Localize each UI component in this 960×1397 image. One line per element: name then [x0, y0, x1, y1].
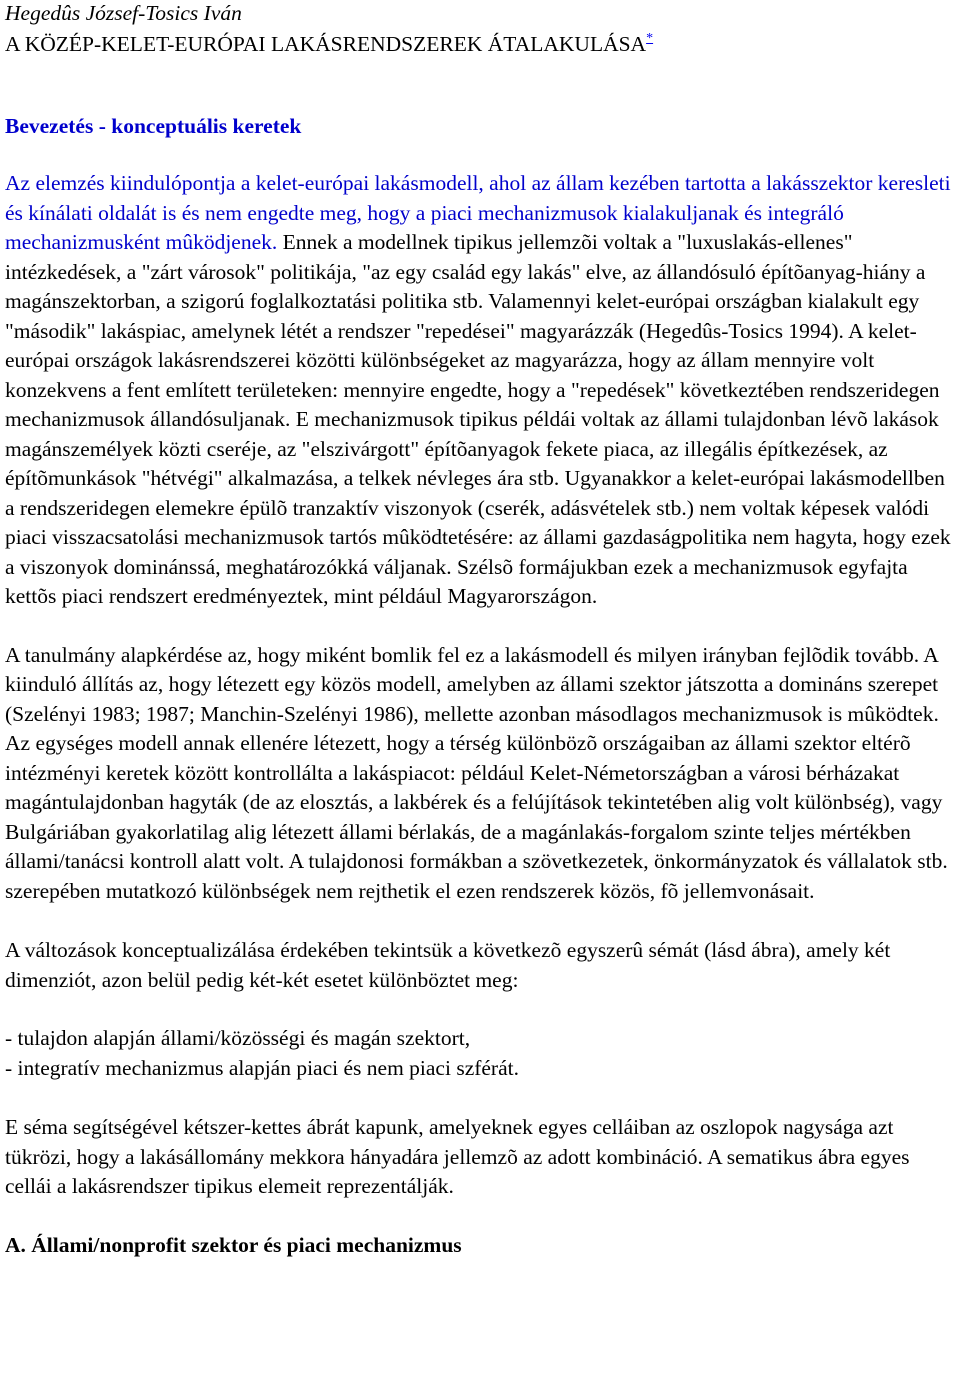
- dimension-list: [5, 1024, 957, 1083]
- author-line: Hegedûs József-Tosics Iván: [5, 1, 242, 25]
- list-item: - integratív mechanizmus alapján piaci és nem piaci szférát.: [5, 1055, 519, 1080]
- list-item: - tulajdon alapján állami/közösségi és magán szektort,: [5, 1026, 471, 1050]
- paragraph-conceptualization: A változások konceptualizálása érdekében tekintsük a következõ egyszerû sémát (lásd ábra), amely két dimenziót, azon belül pedig két-két esetet különböztet meg:: [5, 938, 891, 992]
- section-heading: Bevezetés - konceptuális keretek: [5, 114, 302, 138]
- paragraph-intro-rest: Ennek a modellnek tipikus jellemzõi voltak a "luxuslakás-ellenes" intézkedések, a "zárt városok" politikája, "az egy család egy lakás" elve, az állandósuló építõanyag-hiány a magánszektorban, a szigorú foglalkoztatási politika stb. Valamennyi kelet-európai országban kialakult egy "második" lakáspiac, amelynek létét a rendszer "repedései" magyarázzák (Hegedûs-Tosics 1994). A kelet-európai országok lakásrendszerei közötti különbségeket az magyarázza, hogy az állam mennyire volt konzekvens a fent említett területeken: mennyire engedte, hogy a "repedések" következtében rendszeridegen mechanizmusok állandósuljanak. E mechanizmusok tipikus példái voltak az állami tulajdonban lévõ lakások magánszemélyek közti cseréje, az "elszivárgott" építõanyagok fekete piaca, az illegális építkezések, az építõmunkások "hétvégi" alkalmazása, a telkek névleges ára stb. Ugyanakkor a kelet-európai lakásmodellben a rendszeridegen elemekre épülõ tranzaktív viszonyok (cserék, adásvételek stb.) nem voltak képesek valódi piaci visszacsatolási mechanizmusok tartós mûködtetésére: az állami gazdaságpolitika nem hagyta, hogy ezek a viszonyok dominánssá, meghatározókká váljanak. Szélsõ formájukban ezek a mechanizmusok egyfajta kettõs piaci rendszert eredményeztek, mint például Magyarországon.: [5, 230, 951, 608]
- paragraph-intro: [5, 169, 957, 612]
- paragraph-schema: E séma segítségével kétszer-kettes ábrát kapunk, amelyeknek egyes celláiban az oszlopok nagysága azt tükrözi, hogy a lakásállomány mekkora hányadára jellemzõ az adott kombináció. A sematikus ábra egyes cellái a lakásrendszer tipikus elemeit reprezentálják.: [5, 1115, 910, 1198]
- paragraph-intro-blue-text: Az elemzés kiindulópontja a kelet-európai lakásmodell, ahol az állam kezében tartotta a lakásszektor keresleti és kínálati oldalát is és nem engedte meg, hogy a piaci mechanizmusok kialakuljanak és integráló mechanizmusként mûködjenek.: [5, 171, 951, 254]
- document-page: [5, 0, 957, 1258]
- paragraph-basic-question: A tanulmány alapkérdése az, hogy miként bomlik fel ez a lakásmodell és milyen irányban fejlõdik tovább. A kiinduló állítás az, hogy létezett egy közös modell, amelyben az állami szektor játszotta a domináns szerepet (Szelényi 1983; 1987; Manchin-Szelényi 1986), mellette azonban másodlagos mechanizmusok is mûködtek. Az egységes modell annak ellenére létezett, hogy a térség különbözõ országaiban az állami szektor eltérõ intézményi keretek között kontrollálta a lakáspiacot: például Kelet-Németországban a városi bérházakat magántulajdonban hagyták (de az elosztás, a lakbérek és a felújítások tekintetében alig volt különbség), vagy Bulgáriában gyakorlatilag alig létezett állami bérlakás, de a magánlakás-forgalom szinte teljes mértékben állami/tanácsi kontroll alatt volt. A tulajdonosi formákban a szövetkezetek, önkormányzatok és vállalatok stb. szerepében mutatkozó különbségek nem rejthetik el ezen rendszerek közös, fõ jellemvonásait.: [5, 642, 948, 903]
- footnote-link[interactable]: *: [646, 31, 654, 46]
- title-text: A KÖZÉP-KELET-EURÓPAI LAKÁSRENDSZEREK ÁTALAKULÁSA: [5, 32, 647, 56]
- document-title: [5, 26, 957, 57]
- subsection-heading: A. Állami/nonprofit szektor és piaci mechanizmus: [5, 1232, 462, 1257]
